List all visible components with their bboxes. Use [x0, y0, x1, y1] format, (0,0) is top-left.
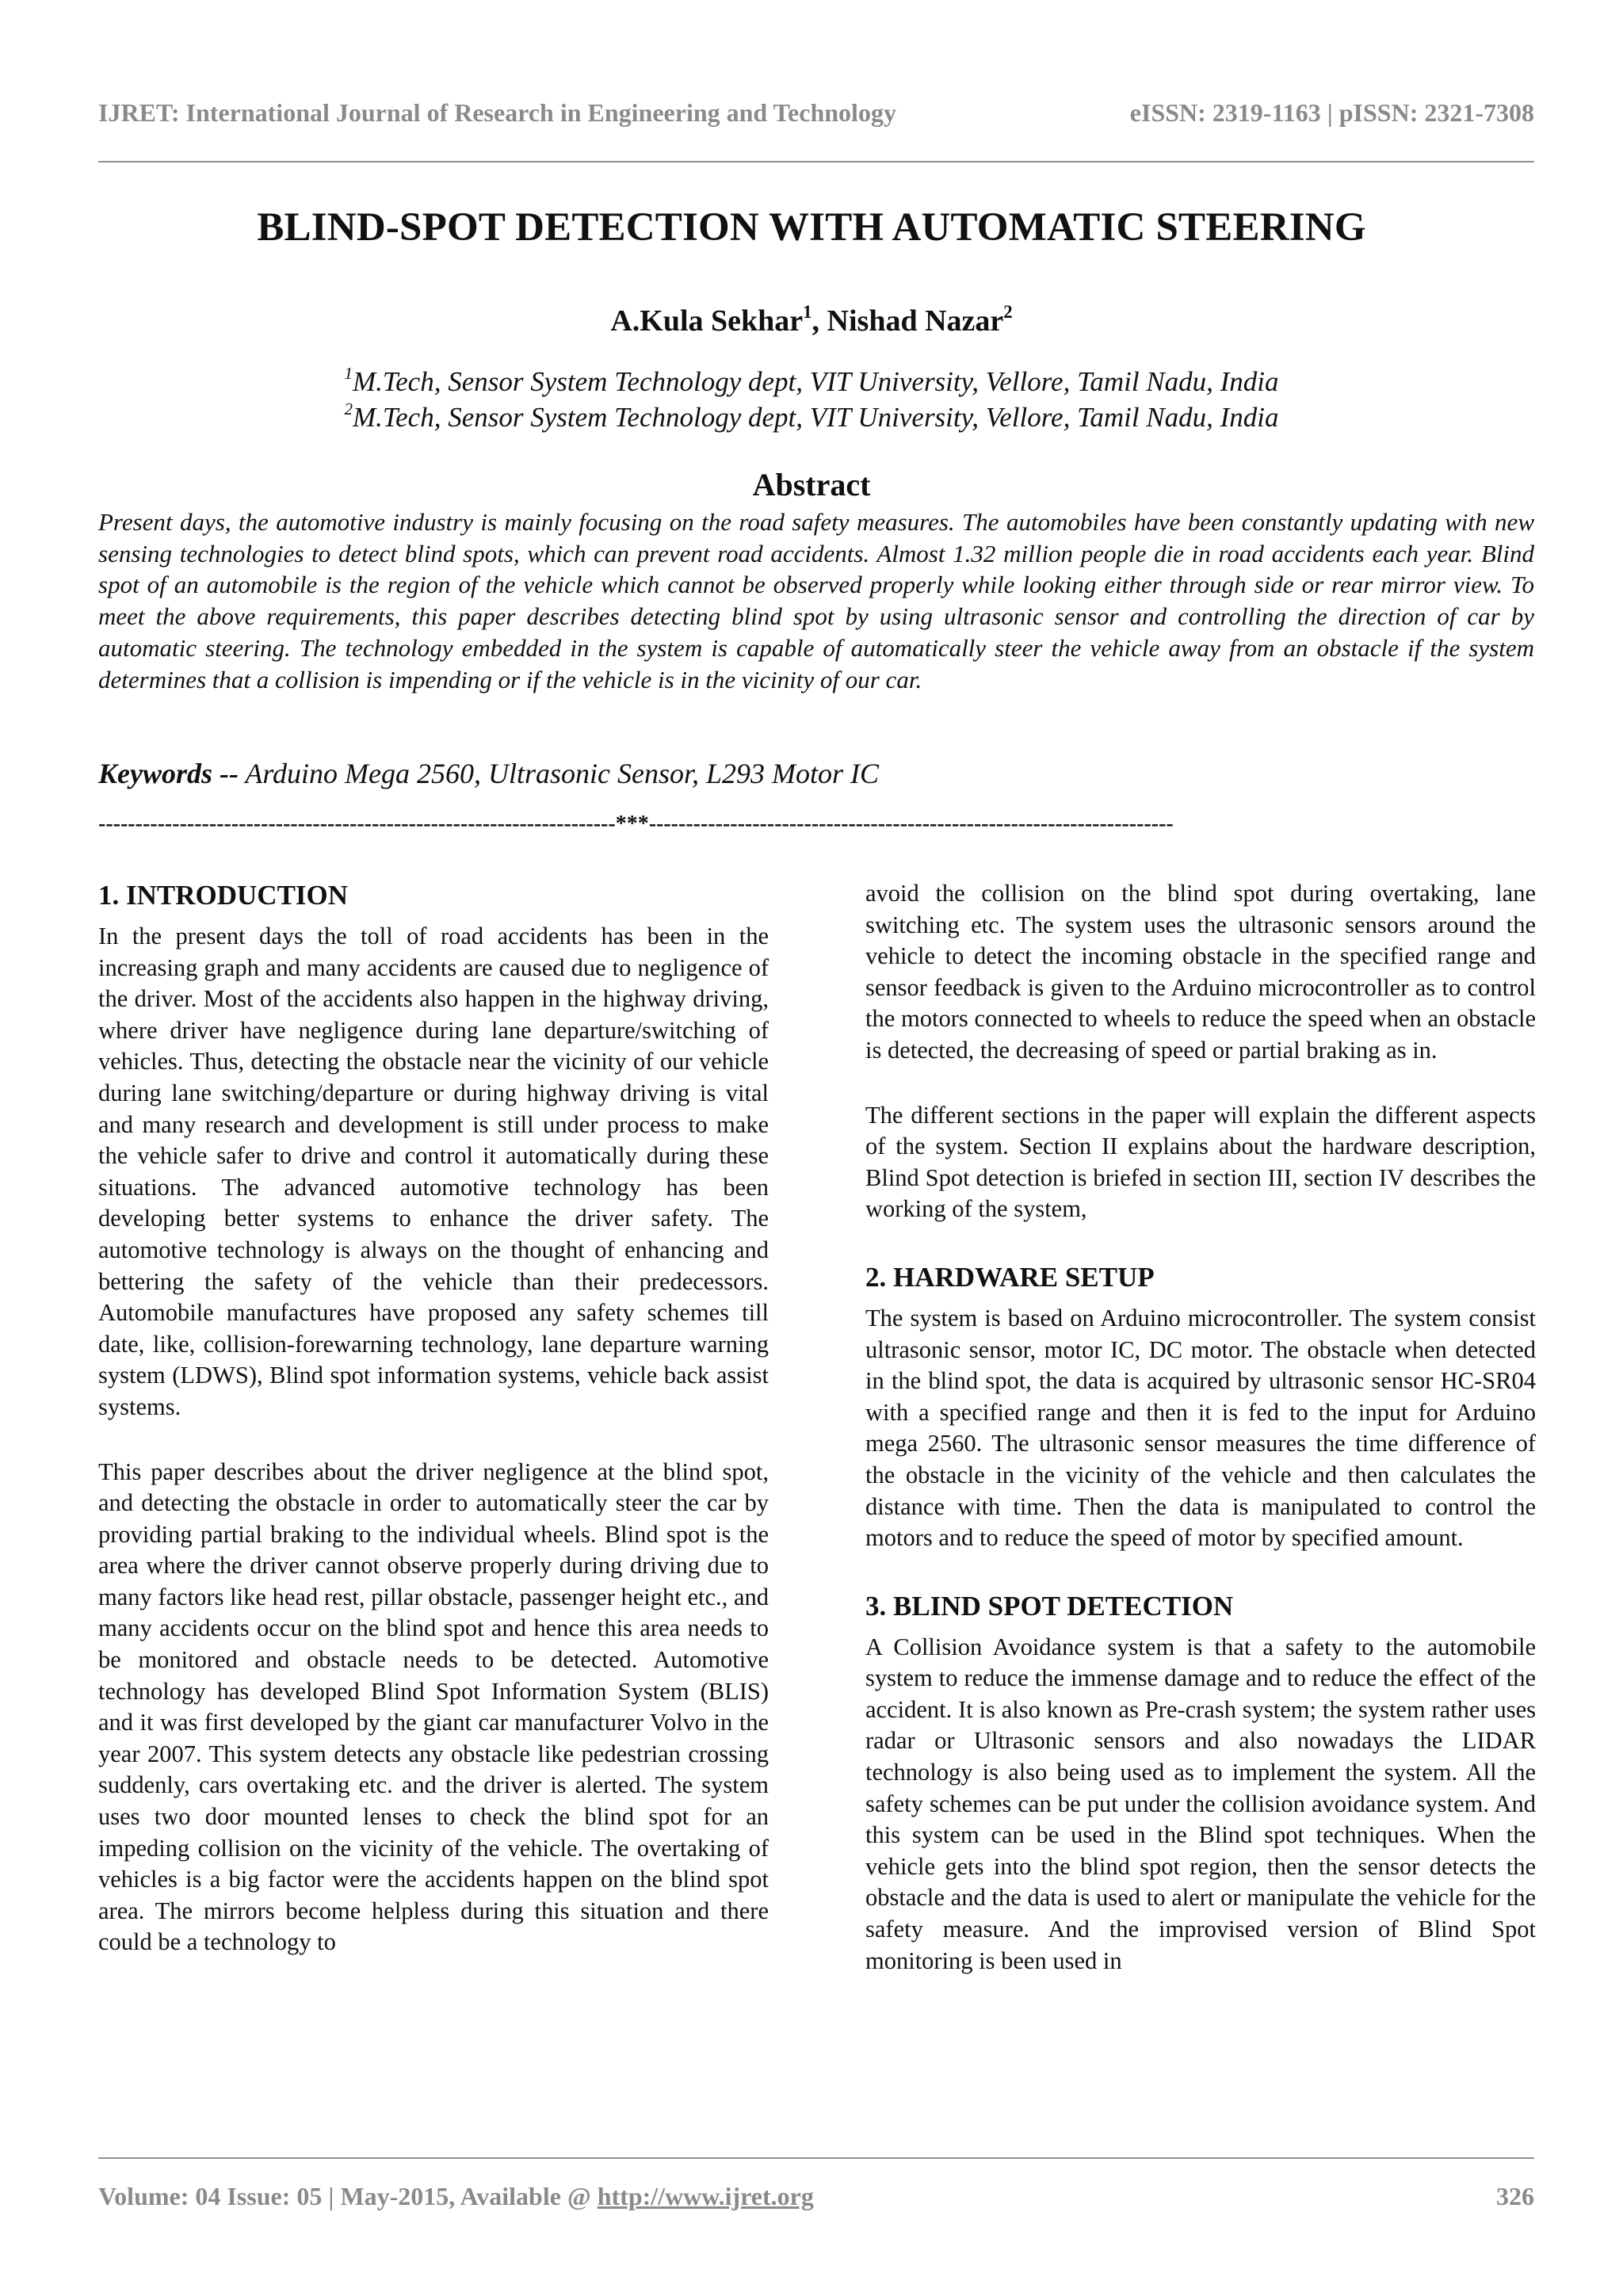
hardware-heading: 2. HARDWARE SETUP	[865, 1261, 1155, 1293]
right-column	[865, 878, 1536, 1977]
journal-name: IJRET: International Journal of Research in Engineering and Technology	[98, 98, 896, 127]
blind-spot-heading: 3. BLIND SPOT DETECTION	[865, 1590, 1234, 1622]
abstract-text: Present days, the automotive industry is mainly focusing on the road safety measures. The automobiles have been constantly updating with new sensing technologies to detect blind spots, which can prevent road accidents. Almost 1.32 million people die in road accidents each year. Blind spot of an automobile is the region of the vehicle which cannot be observed properly while looking either through side or rear mirror view. To meet the above requirements, this paper describes detecting blind spot by using ultrasonic sensor and controlling the direction of car by automatic steering. The technology embedded in the system is capable of automatically steer the vehicle away from an obstacle if the system determines that a collision is impending or if the vehicle is in the vicinity of our car.	[98, 508, 1534, 693]
affiliation-2-sup: 2	[344, 399, 353, 419]
volume-info	[98, 2182, 814, 2211]
footer-rule	[98, 2157, 1534, 2159]
affiliation-1	[0, 365, 1623, 399]
intro-paragraph-2: This paper describes about the driver negligence at the blind spot, and detecting the obstacle in order to automatically steer the car by providing partial braking to the individual wheels. Blind spot is the area where the driver cannot observe properly during driving due to many factors like head rest, pillar obstacle, passenger height etc., and many accidents occur on the blind spot and hence this area needs to be monitored and obstacle needs to be detected. Automotive technology has developed Blind Spot Information System (BLIS) and it was first developed by the giant car manufacturer Volvo in the year 2007. This system detects any obstacle like pedestrian crossing suddenly, cars overtaking etc. and the driver is alerted. The system uses two door mounted lenses to check the blind spot for an impeding collision on the vicinity of the vehicle. The overtaking of vehicles is a big factor were the accidents happen on the blind spot area. The mirrors become helpless during this situation and there could be a technology to	[98, 1457, 769, 1956]
author-line	[0, 304, 1623, 338]
affiliation-1-sup: 1	[344, 364, 353, 384]
author-1: A.Kula Sekhar	[610, 304, 804, 338]
intro-heading: 1. INTRODUCTION	[98, 880, 349, 911]
keywords-text: Arduino Mega 2560, Ultrasonic Sensor, L293 Motor IC	[238, 758, 879, 789]
author-2-sup: 2	[1003, 302, 1013, 323]
issn-info: eISSN: 2319-1163 | pISSN: 2321-7308	[1129, 98, 1534, 127]
author-2: Nishad Nazar	[827, 304, 1004, 338]
left-column	[98, 878, 769, 1958]
volume-text: Volume: 04 Issue: 05 | May-2015, Available @	[98, 2182, 598, 2210]
author-1-sup: 1	[803, 302, 812, 323]
header-rule	[98, 161, 1534, 162]
affiliation-2-text: M.Tech, Sensor System Technology dept, VIT University, Vellore, Tamil Nadu, India	[352, 402, 1279, 433]
keywords	[98, 757, 879, 790]
section-divider: ----------------------------------------------------------------------***-----------------------------------------------------------------------	[98, 812, 1174, 836]
intro-paragraph-1: In the present days the toll of road accidents has been in the increasing graph and many accidents are caused due to negligence of the driver. Most of the accidents also happen in the highway driving, where driver have negligence during lane departure/switching of vehicles. Thus, detecting the obstacle near the vicinity of our vehicle during lane switching/departure or during highway driving is vital and many research and development is still under process to make the vehicle safer to drive and control it automatically during these situations. The advanced automotive technology has been developing better systems to enhance the driver safety. The automotive technology is always on the thought of enhancing and bettering the safety of the vehicle than their predecessors. Automobile manufactures have proposed any safety schemes till date, like, collision-forewarning technology, lane departure warning system (LDWS), Blind spot information systems, vehicle back assist systems.	[98, 923, 769, 1420]
running-header	[98, 98, 1534, 133]
running-footer	[98, 2182, 1534, 2217]
affiliation-2	[0, 400, 1623, 435]
blind-spot-paragraph: A Collision Avoidance system is that a safety to the automobile system to reduce the immense damage and to reduce the effect of the accident. It is also known as Pre-crash system; the system rather uses radar or Ultrasonic sensors and also nowadays the LIDAR technology is also being used as to implement the system. All the safety schemes can be put under the collision avoidance system. And this system can be used in the Blind spot techniques. When the vehicle gets into the blind spot region, then the sensor detects the obstacle and the data is used to alert or manipulate the vehicle for the safety measure. And the improvised version of Blind Spot monitoring is been used in	[865, 1633, 1536, 1974]
page-number: 326	[1496, 2182, 1534, 2210]
intro-paragraph-4: The different sections in the paper will explain the different aspects of the system. Section II explains about the hardware description, Blind Spot detection is briefed in section III, section IV describes the working of the system,	[865, 1101, 1536, 1223]
abstract-heading: Abstract	[752, 467, 871, 502]
intro-paragraph-3: avoid the collision on the blind spot during overtaking, lane switching etc. The system uses the ultrasonic sensors around the vehicle to detect the incoming obstacle in the specified range and sensor feedback is given to the Arduino microcontroller as to control the motors connected to wheels to reduce the speed when an obstacle is detected, the decreasing of speed or partial braking as in.	[865, 880, 1536, 1064]
affiliation-1-text: M.Tech, Sensor System Technology dept, VIT University, Vellore, Tamil Nadu, India	[352, 366, 1279, 397]
journal-link[interactable]: http://www.ijret.org	[597, 2182, 814, 2210]
author-sep: ,	[812, 304, 827, 338]
paper-title: BLIND-SPOT DETECTION WITH AUTOMATIC STEERING	[257, 205, 1366, 250]
keywords-label: Keywords --	[98, 758, 239, 789]
hardware-paragraph: The system is based on Arduino microcontroller. The system consist ultrasonic sensor, motor IC, DC motor. The obstacle when detected in the blind spot, the data is acquired by ultrasonic sensor HC-SR04 with a specified range and then it is fed to the input for Arduino mega 2560. The ultrasonic sensor measures the time difference of the obstacle in the vicinity of the vehicle and then calculates the distance with time. Then the data is manipulated to control the motors and to reduce the speed of motor by specified amount.	[865, 1304, 1536, 1552]
